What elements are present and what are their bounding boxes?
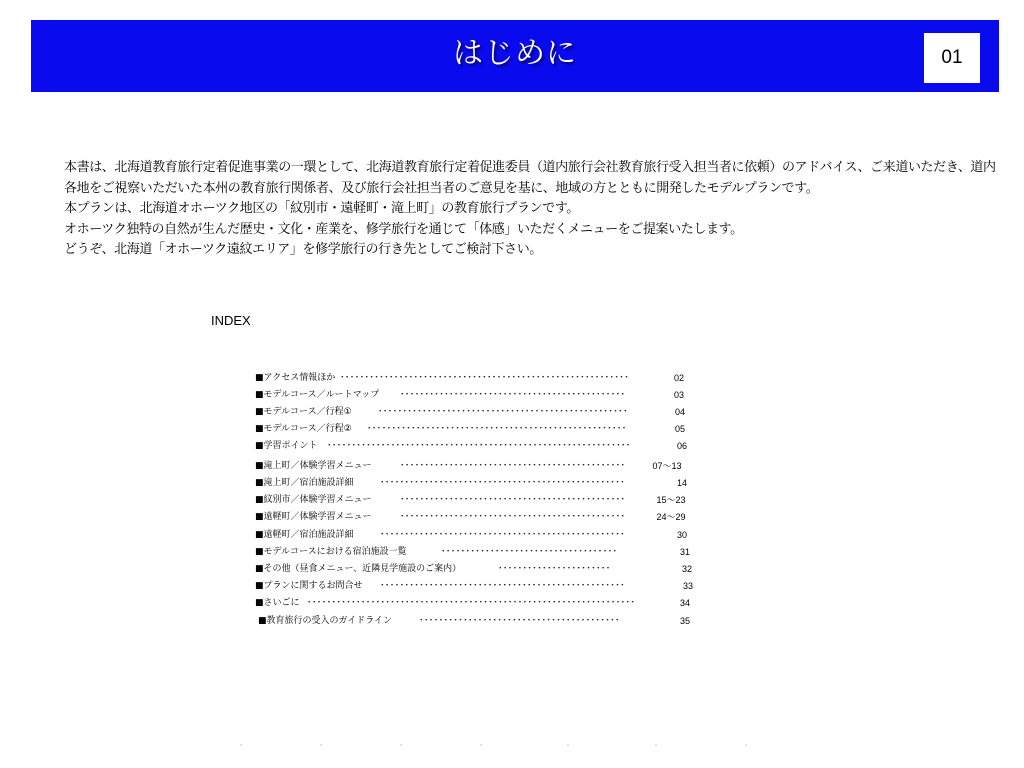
toc-item-label: ■モデルコース／行程② <box>255 424 352 434</box>
toc-item-page: 04 <box>674 407 685 417</box>
intro-paragraph: どうぞ、北海道「オホーツク遠紋エリア」を修学旅行の行き先としてご検討下さい。 <box>64 242 542 257</box>
toc-item-label: ■遠軽町／体験学習メニュー <box>255 512 372 522</box>
toc-item[interactable] <box>255 440 687 452</box>
leader-dots: ･･････････････････････････････････････････････ <box>400 390 626 400</box>
intro-paragraph: 本プランは、北海道オホーツク地区の「紋別市・遠軽町・滝上町」の教育旅行プランです。 <box>64 201 579 216</box>
toc-item-label: ■さいごに <box>255 598 300 608</box>
toc-item[interactable] <box>255 406 685 418</box>
leader-dots: ･･････････････････････････････････････････････････ <box>380 530 626 540</box>
toc-item[interactable] <box>255 546 690 558</box>
index-heading: INDEX <box>211 313 251 328</box>
toc-item-label: ■モデルコースにおける宿泊施設一覧 <box>255 547 407 557</box>
leader-dots: ･･･････････････････････ <box>498 564 611 574</box>
toc-item-page: 06 <box>676 441 687 451</box>
toc-item[interactable] <box>255 529 687 541</box>
toc-item-label: ■モデルコース／行程① <box>255 407 352 417</box>
title-bar <box>31 20 999 92</box>
leader-dots: ･･････････････････････････････････････････････ <box>400 461 626 471</box>
leader-dots: ･･･････････････････････････････････････････････････ <box>378 407 628 417</box>
toc-item-label: ■教育旅行の受入のガイドライン <box>258 616 392 626</box>
leader-dots: ･･････････････････････････････････････････････････････････････ <box>327 441 631 451</box>
toc-item[interactable] <box>255 615 690 627</box>
toc-item-label: ■プランに関するお問合せ <box>255 581 363 591</box>
toc-item[interactable] <box>255 477 687 489</box>
intro-text <box>64 158 1004 261</box>
toc-item-label: ■アクセス情報ほか <box>255 373 336 383</box>
toc-item-page: 33 <box>682 581 693 591</box>
toc-item-page: 32 <box>681 564 692 574</box>
leader-dots: ･･････････････････････････････････････････････････ <box>380 478 626 488</box>
toc-item[interactable] <box>255 580 693 592</box>
toc-item-label: ■滝上町／体験学習メニュー <box>255 461 372 471</box>
leader-dots: ･･････････････････････････････････････････････ <box>400 512 626 522</box>
toc-item[interactable] <box>255 511 686 523</box>
toc-item-label: ■学習ポイント <box>255 441 318 451</box>
toc-item-page: 15～23 <box>656 495 686 505</box>
toc-item-label: ■モデルコース／ルートマップ <box>255 390 380 400</box>
toc-item-page: 31 <box>679 547 690 557</box>
toc-item[interactable] <box>255 563 692 575</box>
toc-item-label: ■紋別市／体験学習メニュー <box>255 495 372 505</box>
page-title: はじめに <box>453 36 577 71</box>
toc-item[interactable] <box>255 389 684 401</box>
toc-item-page: 02 <box>673 373 684 383</box>
leader-dots: ･･･････････････････････････････････････････････････････････ <box>340 373 630 383</box>
toc-item-page: 07～13 <box>652 461 682 471</box>
toc-item-page: 24～29 <box>656 512 686 522</box>
leader-dots: ･･････････････････････････････････････････････････ <box>380 581 626 591</box>
toc-item-label: ■滝上町／宿泊施設詳細 <box>255 478 354 488</box>
toc-item[interactable] <box>255 494 686 506</box>
toc-item[interactable] <box>255 423 685 435</box>
toc-item-page: 05 <box>674 424 685 434</box>
toc-item-page: 30 <box>676 530 687 540</box>
toc-item[interactable] <box>255 372 684 384</box>
leader-dots: ･･･････････････････････････････････････････････････････････････････ <box>307 598 636 608</box>
footer-dots <box>240 744 780 748</box>
leader-dots: ･･････････････････････････････････････････････ <box>400 495 626 505</box>
toc-item-label: ■遠軽町／宿泊施設詳細 <box>255 530 354 540</box>
toc-item[interactable] <box>255 597 690 609</box>
intro-paragraph: オホーツク独特の自然が生んだ歴史・文化・産業を、修学旅行を通じて「体感」いただくメニューをご提案いたします。 <box>64 221 743 237</box>
toc-item-page: 34 <box>679 598 690 608</box>
toc-item-label: ■その他（昼食メニュー、近隣見学施設のご案内） <box>255 564 462 574</box>
page-number-badge: 01 <box>924 33 980 83</box>
toc-item-page: 14 <box>676 478 687 488</box>
toc-item-page: 03 <box>673 390 684 400</box>
leader-dots: ･････････････････････････････････････････････････････ <box>367 424 627 434</box>
leader-dots: ･････････････････････････････････････････ <box>419 616 620 626</box>
toc-item-page: 35 <box>679 616 690 626</box>
toc-item[interactable] <box>255 460 682 472</box>
leader-dots: ････････････････････････････････････ <box>441 547 618 557</box>
intro-paragraph: 本書は、北海道教育旅行定着促進事業の一環として、北海道教育旅行定着促進委員（道内旅行会社教育旅行受入担当者に依頼）のアドバイス、ご来道いただき、道内各地をご視察いただいた本州の教育旅行関係者、及び旅行会社担当者のご意見を基に、地域の方とともに開発したモデルプランです。 <box>64 160 996 196</box>
